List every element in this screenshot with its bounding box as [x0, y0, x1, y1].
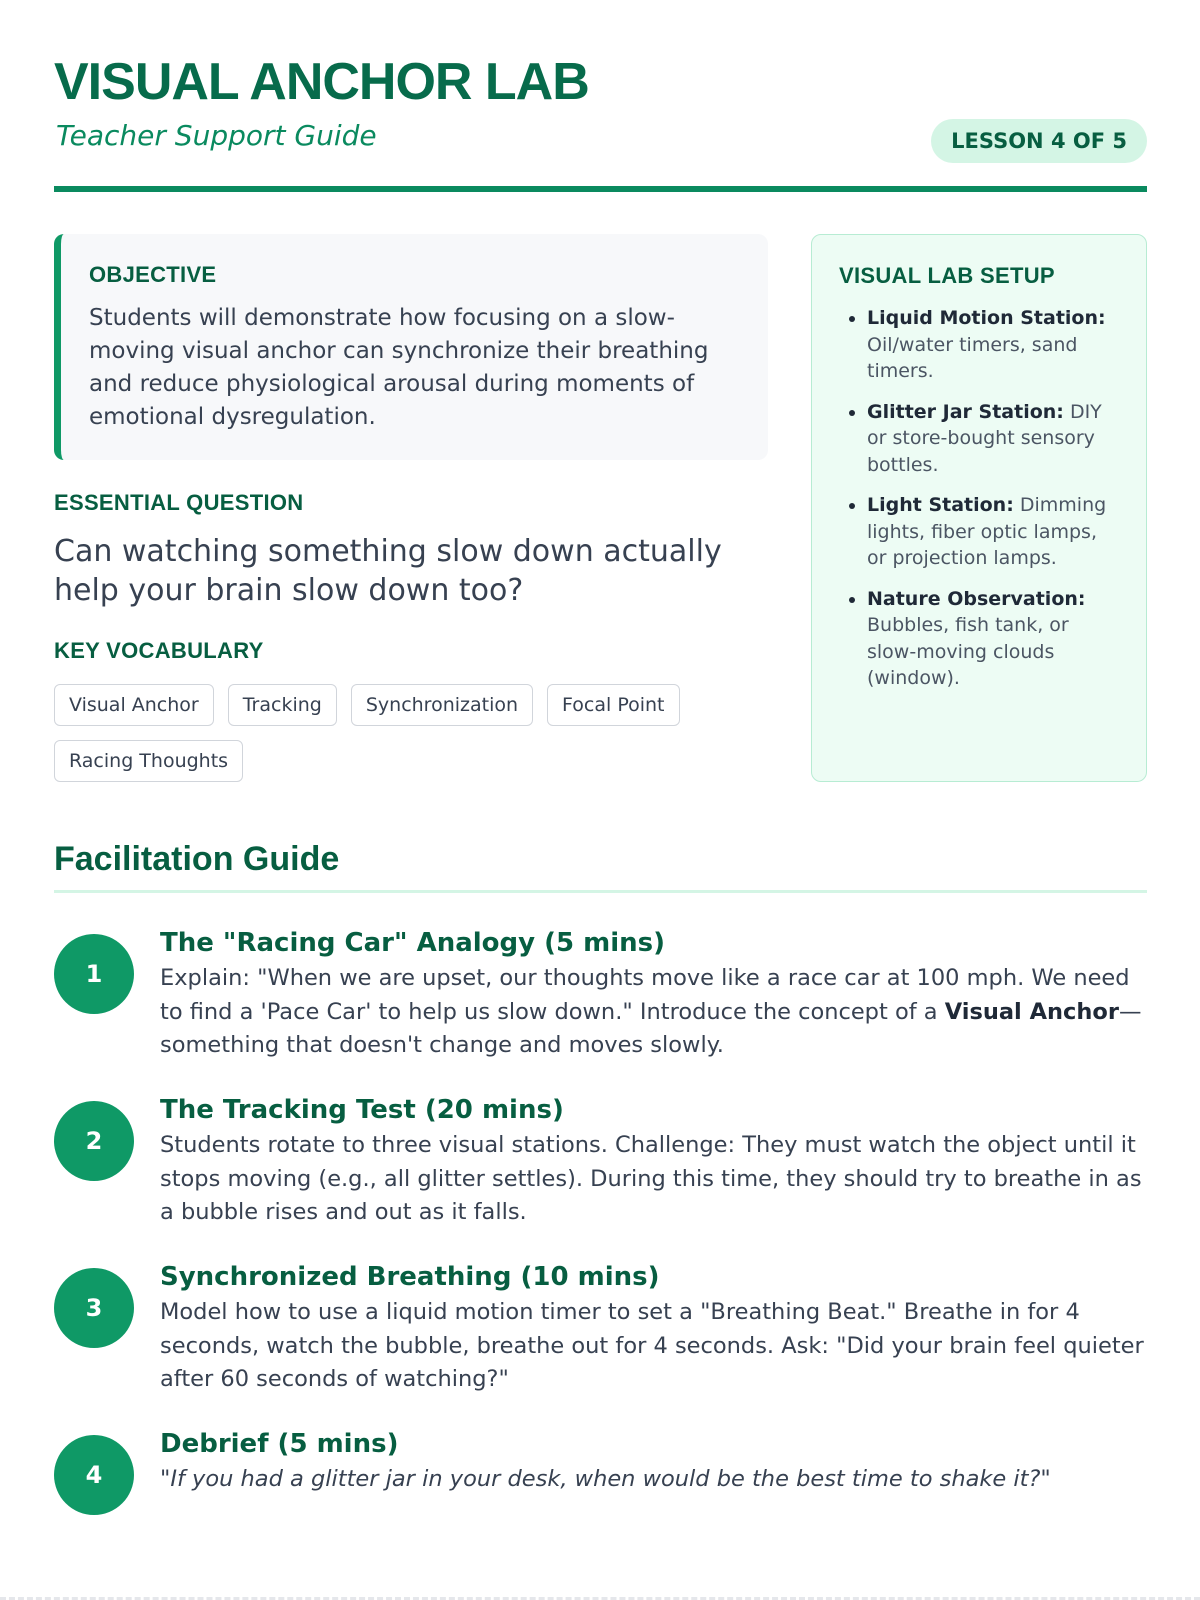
setup-item-name: Light Station: [867, 494, 1014, 516]
step-text-emphasis: Visual Anchor [944, 998, 1119, 1025]
setup-title: VISUAL LAB SETUP [839, 263, 1055, 288]
step-number-badge: 1 [54, 934, 134, 1014]
setup-item-desc: Dimming lights, fiber optic lamps, or projection lamps. [867, 494, 1107, 569]
step-title: Debrief (5 mins) [160, 1429, 399, 1459]
setup-item-name: Nature Observation: [867, 587, 1086, 610]
setup-item [867, 305, 1120, 385]
step-body [160, 1429, 1150, 1497]
objective-box [54, 234, 768, 460]
step-text-part: —something that doesn't change and moves slowly. [160, 998, 1142, 1058]
setup-item-name: Glitter Jar Station: [867, 400, 1064, 423]
vocab-tag: Racing Thoughts [54, 740, 243, 782]
setup-item-name: Liquid Motion Station: [867, 307, 1106, 329]
step-title: Synchronized Breathing (10 mins) [160, 1262, 660, 1292]
step-body [160, 1262, 1150, 1397]
page-subtitle: Teacher Support Guide [56, 119, 377, 152]
lesson-badge: LESSON 4 OF 5 [931, 119, 1147, 163]
step-text: Model how to use a liquid motion timer to set a "Breathing Beat." Breathe in for 4 seconds, watch the bubble, breathe out for 4 seconds. Ask: "Did your brain feel quieter after 60 seconds of watching?" [160, 1299, 1144, 1392]
step-number-badge: 4 [54, 1435, 134, 1515]
facilitation-divider [54, 890, 1147, 893]
step-title: The Tracking Test (20 mins) [160, 1095, 564, 1125]
step-number-badge: 2 [54, 1101, 134, 1181]
setup-list [839, 305, 1120, 692]
setup-item [867, 399, 1120, 479]
vocab-tag: Synchronization [351, 684, 533, 726]
setup-item [867, 586, 1120, 692]
header-divider [54, 186, 1147, 192]
vocab-tag: Tracking [228, 684, 337, 726]
setup-item-desc: Oil/water timers, sand timers. [867, 333, 1078, 382]
step-text: "If you had a glitter jar in your desk, when would be the best time to shake it?" [160, 1466, 1051, 1492]
vocabulary-list [54, 684, 768, 782]
vocab-tag: Visual Anchor [54, 684, 214, 726]
step-text: Students rotate to three visual stations. Challenge: They must watch the object until it stops moving (e.g., all glitter settles). During this time, they should try to breathe in as a bubble rises and out as it falls. [160, 1132, 1142, 1225]
step-number-badge: 3 [54, 1268, 134, 1348]
essential-question-label: ESSENTIAL QUESTION [54, 490, 304, 515]
vocab-tag: Focal Point [547, 684, 679, 726]
step-body [160, 928, 1150, 1063]
step-text-part: Explain: "When we are upset, our thoughts move like a race car at 100 mph. We need to find a 'Pace Car' to help us slow down." Introduce the concept of a [160, 965, 1130, 1025]
essential-question-text: Can watching something slow down actually help your brain slow down too? [54, 534, 722, 608]
lab-setup-panel [811, 234, 1147, 782]
facilitation-title: Facilitation Guide [54, 840, 340, 878]
setup-item-desc: Bubbles, fish tank, or slow-moving clouds (window). [867, 614, 1069, 689]
objective-label: OBJECTIVE [89, 262, 217, 287]
step-text [160, 962, 1150, 1063]
vocabulary-label: KEY VOCABULARY [54, 638, 264, 663]
setup-item [867, 492, 1120, 572]
page-title: VISUAL ANCHOR LAB [54, 53, 589, 111]
step-title: The "Racing Car" Analogy (5 mins) [160, 928, 666, 958]
objective-text: Students will demonstrate how focusing on a slow-moving visual anchor can synchronize their breathing and reduce physiological arousal during moments of emotional dysregulation. [89, 305, 709, 430]
step-body [160, 1095, 1150, 1230]
setup-item-desc: DIY or store-bought sensory bottles. [867, 400, 1102, 476]
